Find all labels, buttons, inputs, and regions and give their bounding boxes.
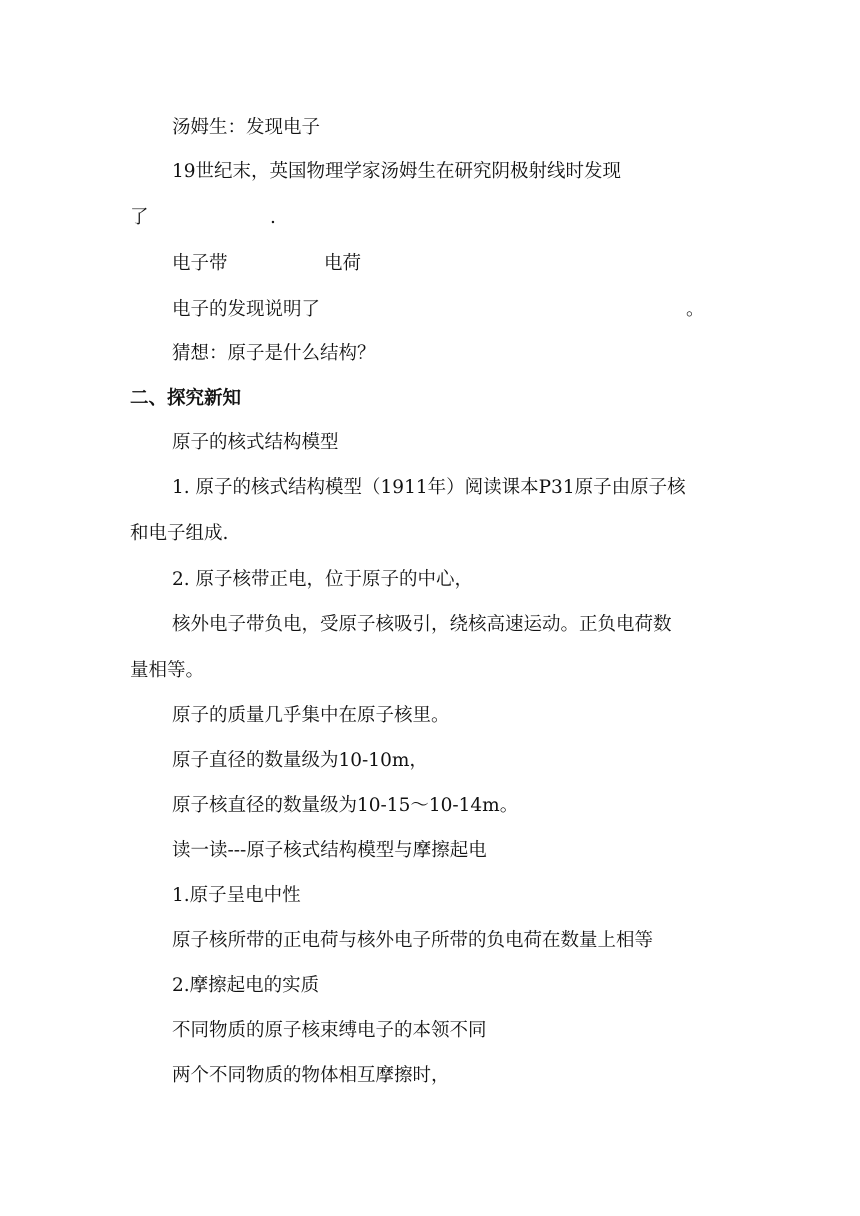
reading-item-1-body: 原子核所带的正电荷与核外电子所带的负电荷在数量上相等 (172, 930, 654, 951)
nuclear-model-item-2: 2. 原子核带正电，位于原子的中心， (172, 569, 474, 590)
electron-orbit-text: 核外电子带负电，受原子核吸引，绕核高速运动。正负电荷数 (172, 614, 672, 635)
reading-item-2: 2.摩擦起电的实质 (172, 975, 320, 996)
nuclear-model-title: 原子的核式结构模型 (172, 432, 339, 453)
atom-mass-text: 原子的质量几乎集中在原子核里。 (172, 705, 450, 726)
paragraph-thomson-title: 汤姆生：发现电子 (172, 117, 321, 138)
electron-discovery-period: 。 (686, 299, 705, 320)
reading-section-title: 读一读---原子核式结构模型与摩擦起电 (172, 840, 487, 861)
atom-diameter-text: 原子直径的数量级为10-10m， (172, 750, 428, 771)
electron-orbit-text-cont: 量相等。 (130, 660, 205, 681)
electron-charge-label: 电子带 (172, 253, 228, 274)
section-heading-explore: 二、探究新知 (130, 388, 242, 409)
paragraph-blank-line-start: 了 (130, 207, 149, 228)
electron-discovery-meaning: 电子的发现说明了 (172, 299, 321, 320)
reading-item-1: 1.原子呈电中性 (172, 885, 301, 906)
nuclear-model-item-1: 1. 原子的核式结构模型（1911年）阅读课本P31原子由原子核 (172, 477, 686, 498)
nucleus-diameter-text: 原子核直径的数量级为10-15～10-14m。 (172, 795, 519, 816)
reading-item-2-body-cont: 两个不同物质的物体相互摩擦时， (172, 1065, 450, 1086)
reading-item-2-body: 不同物质的原子核束缚电子的本领不同 (172, 1020, 487, 1041)
paragraph-thomson-discovery: 19世纪末，英国物理学家汤姆生在研究阴极射线时发现 (172, 161, 622, 182)
paragraph-blank-line-end: . (270, 207, 276, 228)
guess-atom-structure: 猜想：原子是什么结构？ (172, 343, 376, 364)
electron-charge-suffix: 电荷 (324, 253, 362, 274)
nuclear-model-item-1-cont: 和电子组成. (130, 523, 229, 544)
